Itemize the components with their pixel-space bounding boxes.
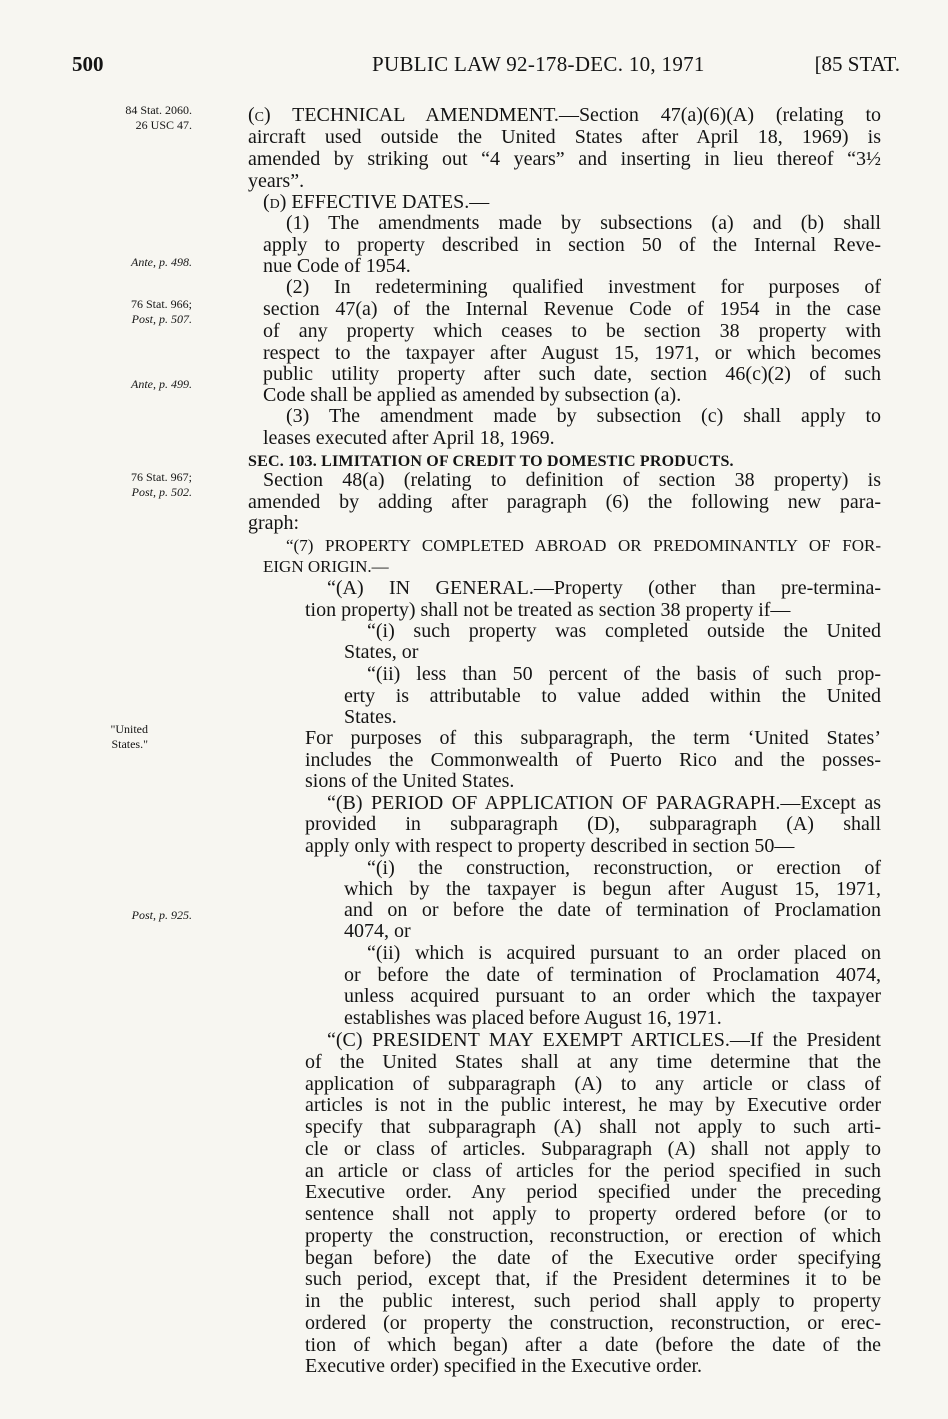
text-line: includes the Commonwealth of Puerto Rico and the posses-	[305, 749, 881, 771]
margin-note: "United	[110, 722, 148, 736]
text-line: years”.	[248, 170, 305, 192]
text-line: amended by adding after paragraph (6) the following new para-	[248, 491, 881, 513]
margin-note: Post, p. 502.	[131, 485, 192, 499]
paragraph-heading: “(7) PROPERTY COMPLETED ABROAD OR PREDOMINANTLY OF FOR-	[286, 536, 881, 555]
text-line: 4074, or	[344, 920, 411, 942]
text-line: States.	[344, 706, 397, 728]
text-line: amended by striking out “4 years” and inserting in lieu thereof “3½	[248, 148, 881, 170]
text-line: “(A) IN GENERAL.—Property (other than pre-termina-	[327, 577, 881, 599]
text-line: States, or	[344, 641, 419, 663]
margin-note: Post, p. 507.	[131, 312, 192, 326]
text-line: in the public interest, such period shall apply to property	[305, 1290, 881, 1312]
margin-note: Ante, p. 498.	[131, 255, 192, 269]
subsection-heading: (d) EFFECTIVE DATES.—	[263, 191, 490, 213]
text-line: cle or class of articles. Subparagraph (A) shall not apply to	[305, 1138, 881, 1160]
text-line: (1) The amendments made by subsections (a) and (b) shall	[286, 212, 881, 234]
text-line: Executive order. Any period specified under the preceding	[305, 1181, 881, 1203]
page-header	[72, 52, 900, 82]
margin-note: 76 Stat. 966;	[130, 297, 192, 311]
margin-note: States."	[111, 737, 148, 751]
text-line: unless acquired pursuant to an order which the taxpayer	[344, 985, 881, 1007]
text-line: of the United States shall at any time determine that the	[305, 1051, 881, 1073]
text-line: establishes was placed before August 16, 1971.	[344, 1007, 722, 1029]
text-line: nue Code of 1954.	[263, 255, 411, 277]
text-line: section 47(a) of the Internal Revenue Code of 1954 in the case	[263, 298, 881, 320]
text-line: sions of the United States.	[305, 770, 515, 792]
text-line: erty is attributable to value added within the United	[344, 685, 881, 707]
text-line: articles is not in the public interest, he may by Executive order	[305, 1094, 881, 1116]
text-line: tion property) shall not be treated as section 38 property if—	[305, 599, 791, 621]
text-line: apply to property described in section 50 of the Internal Reve-	[263, 234, 881, 256]
text-line: sentence shall not apply to property ordered before (or to	[305, 1203, 881, 1225]
text-line: (3) The amendment made by subsection (c) shall apply to	[286, 405, 881, 427]
text-line: For purposes of this subparagraph, the term ‘United States’	[305, 727, 881, 749]
statute-volume: [85 STAT.	[814, 52, 900, 76]
page-number: 500	[72, 52, 104, 76]
text-line: “(ii) which is acquired pursuant to an order placed on	[367, 942, 881, 964]
text-line: provided in subparagraph (D), subparagraph (A) shall	[305, 813, 881, 835]
text-line: property the construction, reconstruction, or erection of which	[305, 1225, 881, 1247]
margin-note: Post, p. 925.	[131, 908, 192, 922]
margin-note: 26 USC 47.	[135, 118, 192, 132]
margin-note: 84 Stat. 2060.	[125, 103, 192, 117]
text-line: “(C) PRESIDENT MAY EXEMPT ARTICLES.—If the President	[327, 1029, 881, 1051]
text-line: application of subparagraph (A) to any article or class of	[305, 1073, 881, 1095]
text-line: Code shall be applied as amended by subsection (a).	[263, 384, 682, 406]
text-line: respect to the taxpayer after August 15, 1971, or which becomes	[263, 342, 881, 364]
text-line: “(ii) less than 50 percent of the basis of such prop-	[367, 663, 881, 685]
text-line: which by the taxpayer is begun after August 15, 1971,	[344, 878, 881, 900]
text-line: an article or class of articles for the period specified in such	[305, 1160, 881, 1182]
text-line: “(i) the construction, reconstruction, or erection of	[367, 857, 881, 879]
text-line: Section 48(a) (relating to definition of section 38 property) is	[263, 469, 881, 491]
text-line: public utility property after such date, section 46(c)(2) of such	[263, 363, 881, 385]
paragraph-heading: EIGN ORIGIN.—	[263, 557, 389, 576]
text-line: aircraft used outside the United States after April 18, 1969) is	[248, 126, 881, 148]
text-line: began before) the date of the Executive order specifying	[305, 1247, 881, 1269]
text-line: (2) In redetermining qualified investment for purposes of	[286, 276, 881, 298]
margin-note: 76 Stat. 967;	[130, 470, 192, 484]
text-line: (c) TECHNICAL AMENDMENT.—Section 47(a)(6)(A) (relating to	[248, 104, 881, 126]
text-line: “(B) PERIOD OF APPLICATION OF PARAGRAPH.—Except as	[327, 792, 881, 814]
text-line: specify that subparagraph (A) shall not apply to such arti-	[305, 1116, 881, 1138]
text-line: of any property which ceases to be section 38 property with	[263, 320, 881, 342]
text-line: or before the date of termination of Proclamation 4074,	[344, 964, 881, 986]
text-line: and on or before the date of termination of Proclamation	[344, 899, 881, 921]
text-line: such period, except that, if the President determines it to be	[305, 1268, 881, 1290]
text-line: tion of which began) after a date (before the date of the	[305, 1334, 881, 1356]
running-title: PUBLIC LAW 92-178-DEC. 10, 1971	[372, 52, 705, 76]
text-line: graph:	[248, 512, 300, 534]
text-line: “(i) such property was completed outside the United	[367, 620, 881, 642]
text-line: leases executed after April 18, 1969.	[263, 427, 555, 449]
text-line: apply only with respect to property described in section 50—	[305, 835, 795, 857]
text-line: ordered (or property the construction, reconstruction, or erec-	[305, 1312, 881, 1334]
section-heading: SEC. 103. LIMITATION OF CREDIT TO DOMESTIC PRODUCTS.	[248, 453, 734, 470]
margin-note: Ante, p. 499.	[131, 377, 192, 391]
text-line: Executive order) specified in the Executive order.	[305, 1355, 703, 1377]
